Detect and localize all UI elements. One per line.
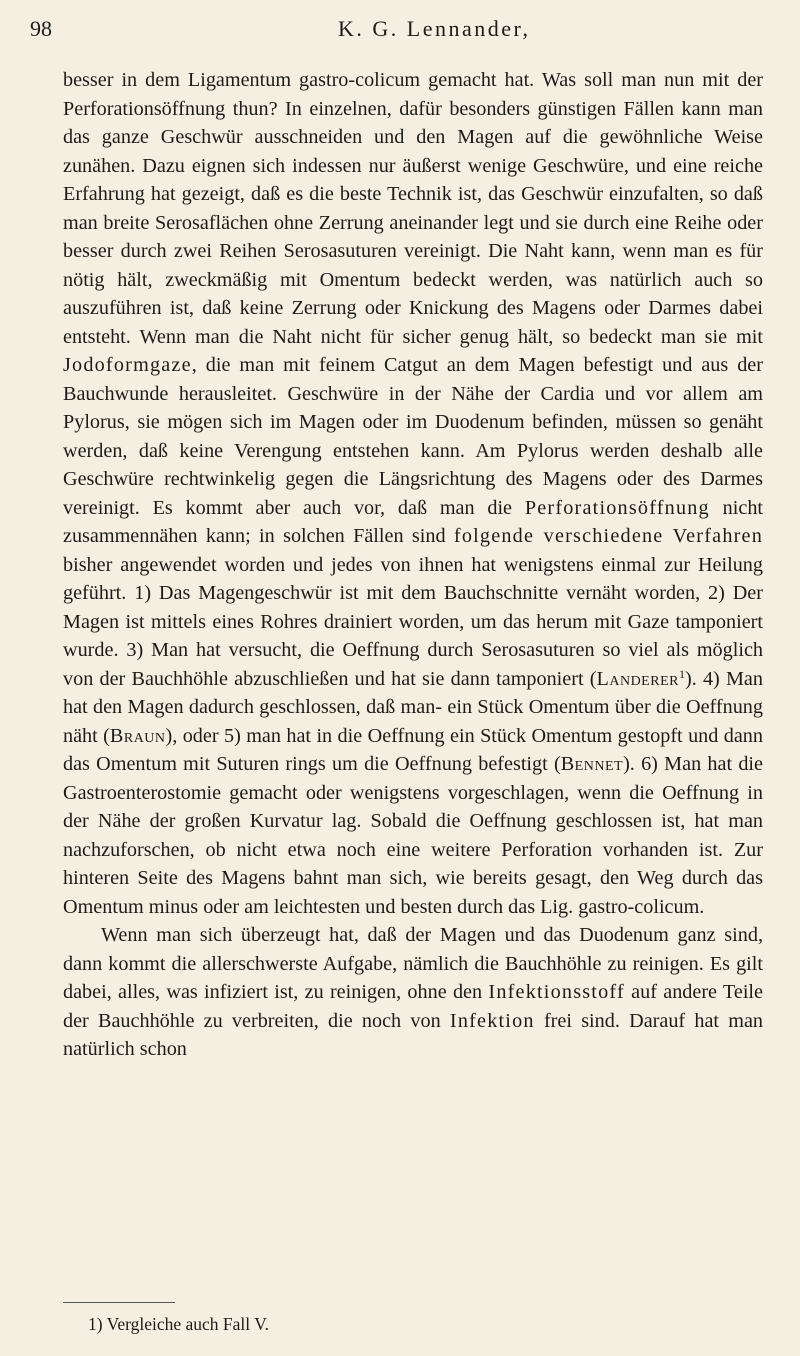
paragraph-2 xyxy=(63,921,763,1064)
running-head xyxy=(30,14,770,44)
text-segment: Wenn man sich überzeugt hat, daß der Magen und das Duodenum ganz sind, dann kommt die allerschwerste Aufgabe, nämlich die Bauchhöhle zu reinigen. Es gilt dabei, alles, was infiziert ist, zu reinigen, ohne den xyxy=(63,924,763,1003)
footnote-divider xyxy=(63,1302,175,1303)
text-segment: ). 6) Man hat die Gastroenterostomie gemacht oder wenigstens vorgeschlagen, wenn die Oeffnung in der Nähe der großen Kurvatur lag. Sobald die Oeffnung geschlossen ist, hat man nachzuforschen, ob nicht etwa noch eine weitere Perforation vorhanden ist. Zur hinteren Seite des Magens bahnt man sich, wie bereits gesagt, den Weg durch das Omentum minus oder am leichtesten und besten durch das Lig. gastro-colicum. xyxy=(63,753,763,918)
text-segment: besser in dem Ligamentum gastro-colicum gemacht hat. Was soll man nun mit der Perforationsöffnung thun? In einzelnen, dafür besonders günstigen Fällen kann man das ganze Geschwür ausschneiden und den Magen auf die gewöhnliche Weise zunähen. Dazu eignen sich indessen nur äußerst wenige Geschwüre, und eine reiche Erfahrung hat gezeigt, daß es die beste Technik ist, das Geschwür einzufalten, so daß man breite Serosaflächen ohne Zerrung aneinander legt und sie durch eine Reihe oder besser durch zwei Reihen Serosasuturen vereinigt. Die Naht kann, wenn man es für nötig hält, zweckmäßig mit Omentum bedeckt werden, was natürlich auch so auszuführen ist, daß keine Zerrung oder Knickung des Magens oder Darmes dabei entsteht. Wenn man die Naht nicht für sicher genug hält, so bedeckt man sie mit xyxy=(63,69,763,348)
author-name-braun: Braun xyxy=(109,724,166,747)
text-segment: ), oder 5) man hat in die Oeffnung ein Stück Omentum gestopft und dann das Omentum mit Suturen rings um die Oeffnung befestigt ( xyxy=(63,724,763,775)
emphasis-infektionsstoff: Infektionsstoff xyxy=(488,981,625,1003)
author-name-landerer: Landerer xyxy=(596,667,679,690)
emphasis-verfahren: folgende verschiedene Verfahren xyxy=(453,525,763,547)
author-name-bennet: Bennet xyxy=(560,753,624,775)
footnote: 1) Vergleiche auch Fall V. xyxy=(88,1314,269,1334)
paragraph-1 xyxy=(63,66,763,921)
page-number: 98 xyxy=(30,16,52,41)
body-text xyxy=(63,66,763,1064)
text-segment: bisher angewendet worden und jedes von ihnen hat wenigstens einmal zur Heilung geführt. 1) Das Magengeschwür ist mit dem Bauchschnitte vernäht worden, 2) Der Magen ist mittels eines Rohres drainiert worden, um das herum mit Gaze tamponiert wurde. 3) Man hat versucht, die Oeffnung durch Serosasuturen so viel als möglich von der Bauchhöhle abzuschließen und hat sie dann tamponiert ( xyxy=(63,553,763,690)
text-segment: nicht zusammennähen kann; in solchen Fällen sind xyxy=(63,496,764,547)
text-segment: ). 4) Man hat den Magen dadurch geschlossen, daß man- ein Stück Omentum über die Oeffnung näht ( xyxy=(63,667,763,747)
emphasis-infektion: Infektion xyxy=(449,1009,535,1032)
emphasis-perforationsoeffnung: Perforationsöffnung xyxy=(524,496,710,519)
text-segment: auf andere Teile der Bauchhöhle zu verbreiten, die noch von xyxy=(63,981,763,1032)
footnote-marker: 1 xyxy=(678,666,685,681)
emphasis-jodoformgaze: Jodoformgaze xyxy=(63,354,192,376)
text-segment: frei sind. Darauf hat man natürlich schon xyxy=(63,1009,764,1060)
text-segment: , die man mit feinem Catgut an dem Magen befestigt und aus der Bauchwunde herausleitet. Geschwüre in der Nähe der Cardia und vor allem am Pylorus, sie mögen sich im Magen oder im Duodenum befinden, müssen so genäht werden, daß keine Verengung entstehen kann. Am Pylorus werden deshalb alle Geschwüre rechtwinkelig gegen die Längsrichtung des Magens oder des Darmes vereinigt. Es kommt aber auch vor, daß man die xyxy=(63,354,763,519)
running-title: K. G. Lennander, xyxy=(338,16,531,41)
